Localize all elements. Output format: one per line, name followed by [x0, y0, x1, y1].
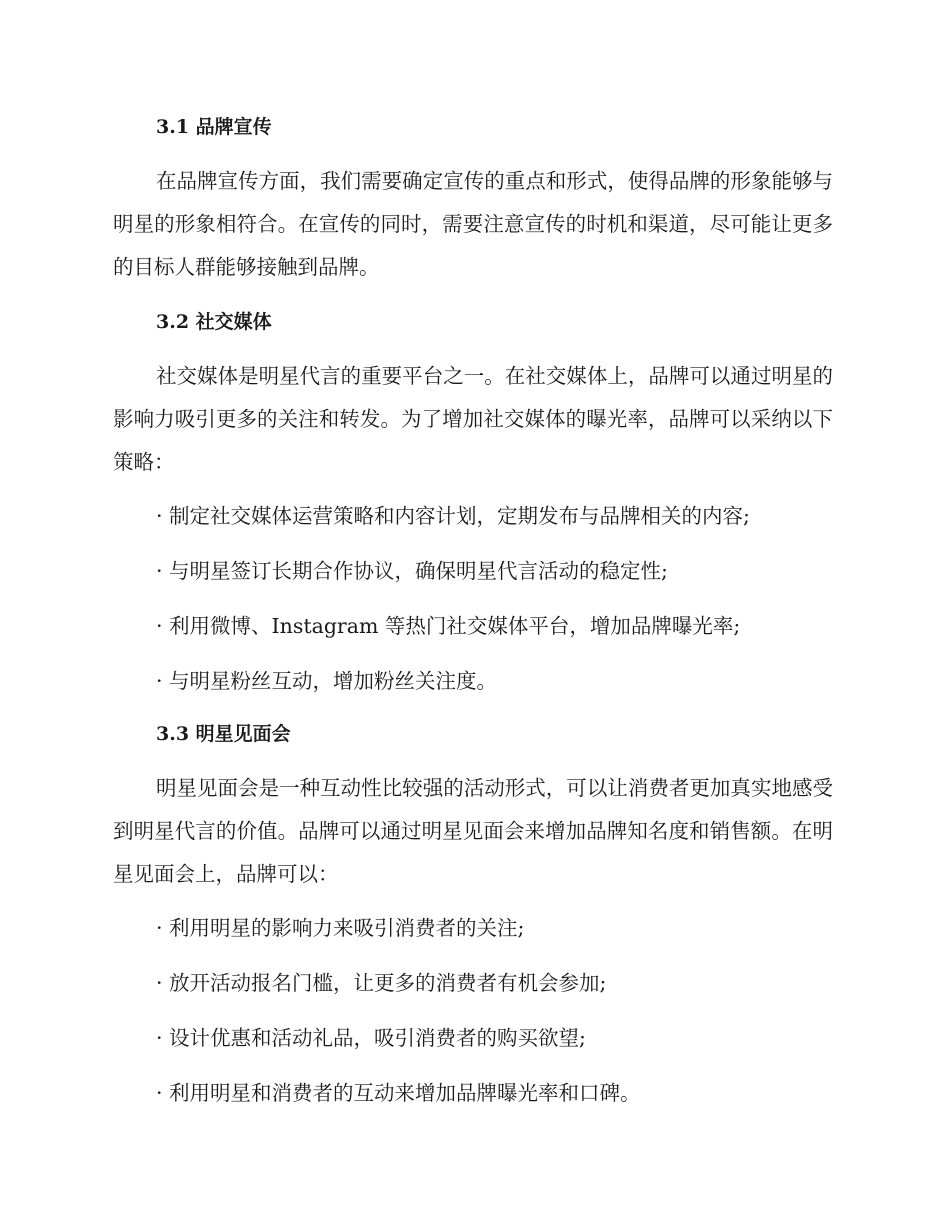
section-paragraph-3-3: 明星见面会是一种互动性比较强的活动形式，可以让消费者更加真实地感受到明星代言的价值。品牌可以通过明星见面会来增加品牌知名度和销售额。在明星见面会上，品牌可以：: [113, 776, 833, 886]
bullet-item: · 与明星粉丝互动，增加粉丝关注度。: [156, 669, 498, 693]
section-paragraph-3-1: 在品牌宣传方面，我们需要确定宣传的重点和形式，使得品牌的形象能够与明星的形象相符合。在宣传的同时，需要注意宣传的时机和渠道，尽可能让更多的目标人群能够接触到品牌。: [113, 169, 833, 279]
bullet-item: · 利用微博、Instagram 等热门社交媒体平台，增加品牌曝光率;: [156, 614, 741, 638]
bullet-item: · 放开活动报名门槛，让更多的消费者有机会参加;: [156, 971, 607, 995]
bullet-item: · 利用明星和消费者的互动来增加品牌曝光率和口碑。: [156, 1081, 641, 1105]
section-paragraph-3-2: 社交媒体是明星代言的重要平台之一。在社交媒体上，品牌可以通过明星的影响力吸引更多的关注和转发。为了增加社交媒体的曝光率，品牌可以采纳以下策略：: [113, 364, 833, 474]
bullet-item: · 制定社交媒体运营策略和内容计划，定期发布与品牌相关的内容;: [156, 504, 750, 528]
bullet-item: · 利用明星的影响力来吸引消费者的关注;: [156, 916, 525, 940]
bullet-item: · 与明星签订长期合作协议，确保明星代言活动的稳定性;: [156, 559, 668, 583]
section-heading-3-2: 3.2 社交媒体: [156, 311, 272, 333]
bullet-item: · 设计优惠和活动礼品，吸引消费者的购买欲望;: [156, 1026, 586, 1050]
section-heading-3-3: 3.3 明星见面会: [156, 723, 291, 745]
section-heading-3-1: 3.1 品牌宣传: [156, 116, 272, 138]
